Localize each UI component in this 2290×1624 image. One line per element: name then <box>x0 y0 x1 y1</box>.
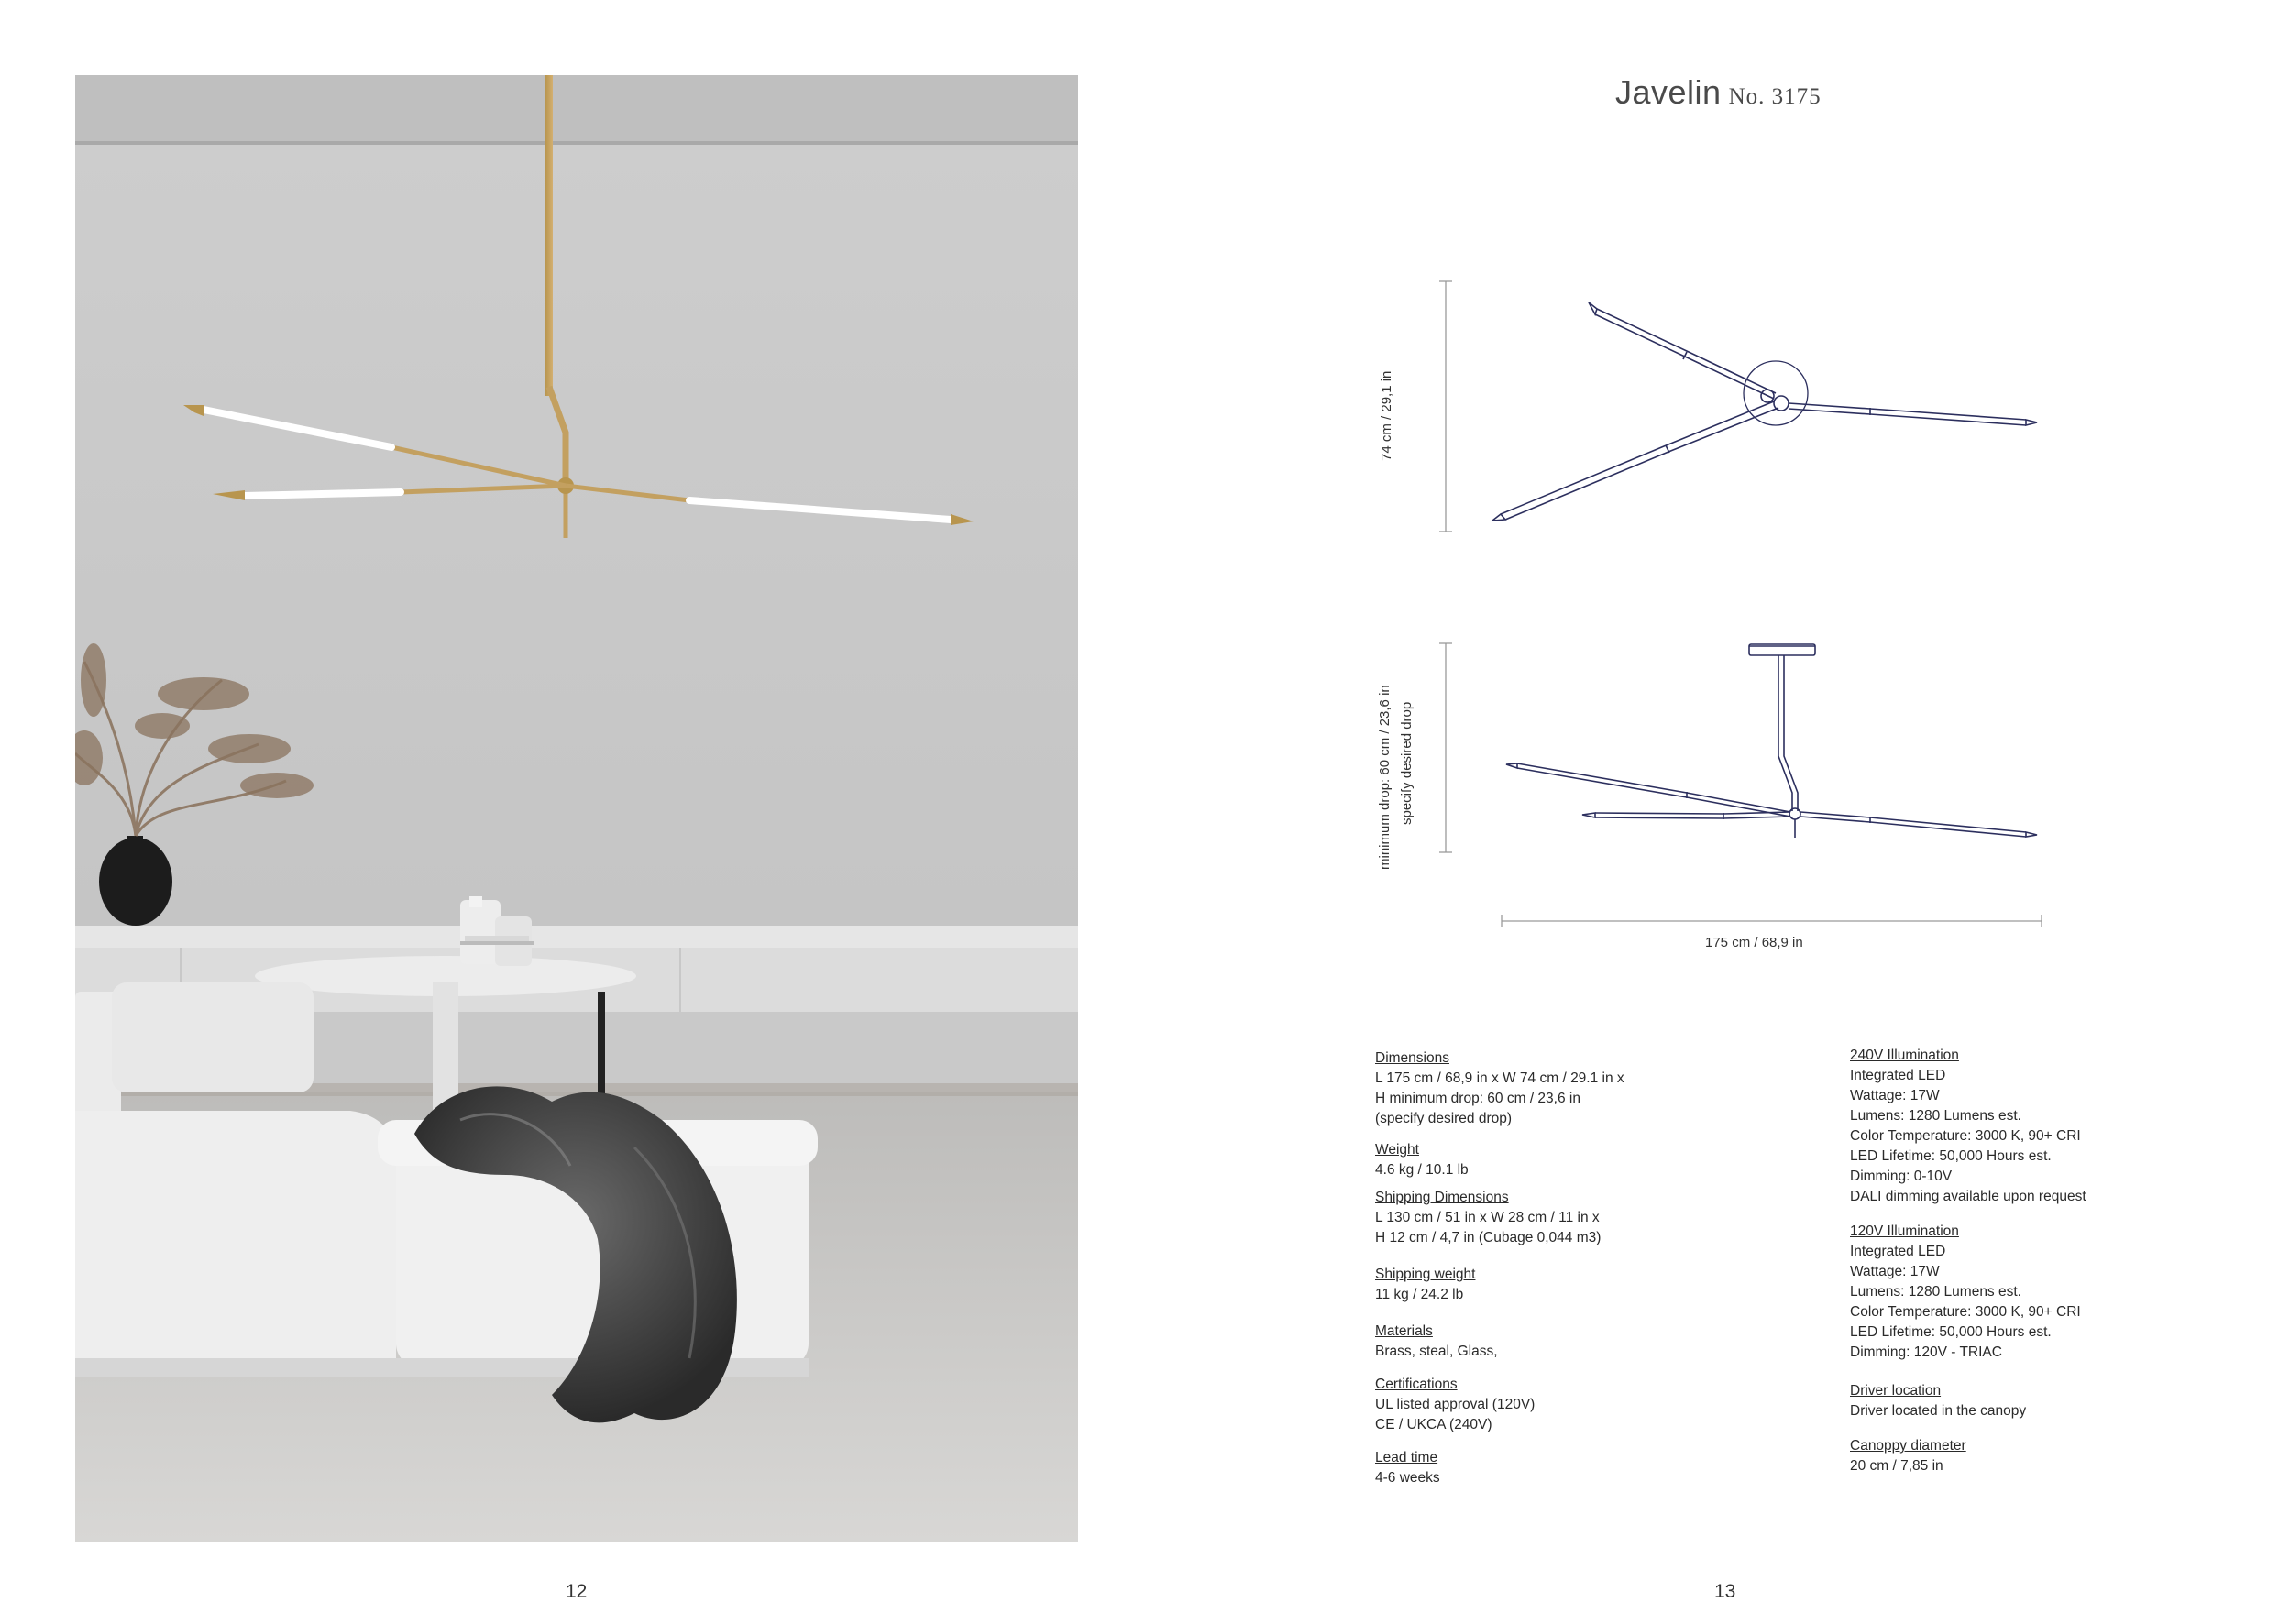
specs-right-column <box>1850 1046 2235 1487</box>
product-photo <box>75 75 1078 1542</box>
spec-line: L 130 cm / 51 in x W 28 cm / 11 in x <box>1375 1210 1600 1225</box>
product-name: Javelin <box>1615 73 1722 111</box>
spec-line: Wattage: 17W <box>1850 1088 1940 1103</box>
page-number-left: 12 <box>566 1581 588 1602</box>
height-dimension-label: 74 cm / 29,1 in <box>1379 370 1394 461</box>
spec-line: Lumens: 1280 Lumens est. <box>1850 1108 2021 1124</box>
spec-line: 4.6 kg / 10.1 lb <box>1375 1162 1469 1178</box>
spec-heading: Shipping Dimensions <box>1375 1190 1509 1205</box>
page-number-right: 13 <box>1714 1581 1736 1602</box>
spec-heading: Lead time <box>1375 1450 1438 1465</box>
spec-line: 20 cm / 7,85 in <box>1850 1458 1943 1474</box>
spec-heading: Certifications <box>1375 1377 1458 1392</box>
drop-dimension-label: minimum drop: 60 cm / 23,6 in <box>1377 685 1393 870</box>
spec-line: Color Temperature: 3000 K, 90+ CRI <box>1850 1304 2081 1320</box>
specs-left-column <box>1375 1048 1760 1499</box>
spec-weight <box>1375 1140 1760 1180</box>
product-title <box>1615 73 1822 112</box>
spec-heading: Canoppy diameter <box>1850 1438 1966 1454</box>
spec-line: Integrated LED <box>1850 1068 1946 1083</box>
spec-shipping-dimensions <box>1375 1188 1760 1248</box>
spec-line: Wattage: 17W <box>1850 1264 1940 1279</box>
spec-heading: Dimensions <box>1375 1050 1449 1066</box>
spec-heading: Weight <box>1375 1142 1419 1158</box>
spec-line: Driver located in the canopy <box>1850 1403 2027 1419</box>
spec-120v-illumination <box>1850 1222 2235 1363</box>
spec-line: Brass, steal, Glass, <box>1375 1344 1498 1359</box>
spec-heading: 120V Illumination <box>1850 1223 1959 1239</box>
spec-240v-illumination <box>1850 1046 2235 1207</box>
product-number: No. 3175 <box>1728 84 1822 109</box>
spec-line: Dimming: 120V - TRIAC <box>1850 1344 2002 1360</box>
spec-heading: 240V Illumination <box>1850 1048 1959 1063</box>
spec-shipping-weight <box>1375 1265 1760 1305</box>
spec-line: DALI dimming available upon request <box>1850 1189 2086 1204</box>
spec-line: Dimming: 0-10V <box>1850 1169 1953 1184</box>
spec-heading: Materials <box>1375 1323 1433 1339</box>
spec-line: Integrated LED <box>1850 1244 1946 1259</box>
spec-line: H 12 cm / 4,7 in (Cubage 0,044 m3) <box>1375 1230 1602 1245</box>
technical-drawings <box>1357 257 2053 971</box>
spec-line: 11 kg / 24.2 lb <box>1375 1287 1464 1302</box>
spec-line: LED Lifetime: 50,000 Hours est. <box>1850 1148 2052 1164</box>
spec-lead-time <box>1375 1448 1760 1488</box>
spec-heading: Driver location <box>1850 1383 1942 1399</box>
spec-line: L 175 cm / 68,9 in x W 74 cm / 29.1 in x <box>1375 1070 1624 1086</box>
spec-dimensions <box>1375 1048 1760 1129</box>
spec-line: (specify desired drop) <box>1375 1111 1513 1126</box>
spec-canopy-diameter <box>1850 1436 2235 1476</box>
spec-line: H minimum drop: 60 cm / 23,6 in <box>1375 1091 1580 1106</box>
spec-line: CE / UKCA (240V) <box>1375 1417 1492 1432</box>
interior-scene-image <box>75 75 1078 1542</box>
drop-note-label: specify desired drop <box>1399 701 1415 825</box>
spec-line: Color Temperature: 3000 K, 90+ CRI <box>1850 1128 2081 1144</box>
spec-line: Lumens: 1280 Lumens est. <box>1850 1284 2021 1300</box>
spec-line: LED Lifetime: 50,000 Hours est. <box>1850 1324 2052 1340</box>
spec-materials <box>1375 1322 1760 1362</box>
spec-line: UL listed approval (120V) <box>1375 1397 1536 1412</box>
spec-line: 4-6 weeks <box>1375 1470 1440 1486</box>
technical-drawing-svg <box>1357 257 2053 971</box>
spec-certifications <box>1375 1375 1760 1435</box>
spec-heading: Shipping weight <box>1375 1267 1476 1282</box>
width-dimension-label: 175 cm / 68,9 in <box>1705 935 1803 950</box>
spec-driver-location <box>1850 1381 2235 1421</box>
